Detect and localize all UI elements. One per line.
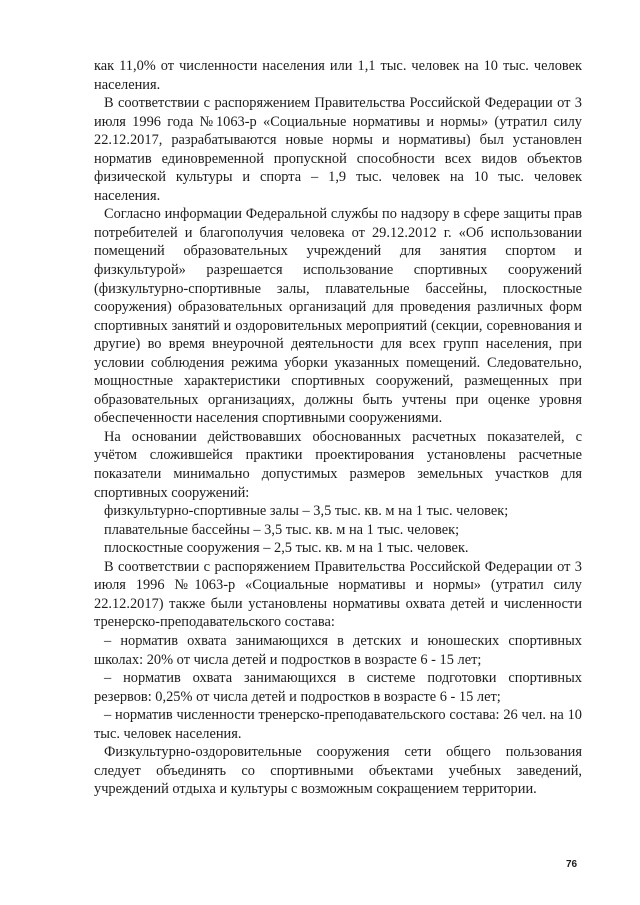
paragraph-continuation: как 11,0% от численности населения или 1,1 тыс. человек на 10 тыс. человек населения. [94, 58, 582, 93]
paragraph-land-indicators: На основании действовавших обоснованных расчетных показателей, с учётом сложившейся практики проектирования установлены расчетные показатели минимально допустимых размеров земельных участков для спортивных сооружений: [94, 428, 582, 501]
list-item-sport-reserves: – норматив охвата занимающихся в системе подготовки спортивных резервов: 0,25% от числа детей и подростков в возрасте 6 - 15 лет; [94, 670, 582, 705]
list-item-flat-facilities: плоскостные сооружения – 2,5 тыс. кв. м на 1 тыс. человек. [104, 540, 469, 557]
paragraph-capacity-norm: В соответствии с распоряжением Правительства Российской Федерации от 3 июля 1996 года №1063-р «Социальные нормативы и нормы» (утратил силу 22.12.2017, разрабатываются новые нормы и нормативы) был установлен норматив единовременной пропускной способности всех видов объектов физической культуры и спорта – 1,9 тыс. человек на 10 тыс. человек населения. [94, 95, 582, 204]
list-item-coaching-staff: – норматив численности тренерско-преподавательского состава: 26 чел. на 10 тыс. человек населения. [94, 707, 582, 742]
paragraph-coverage-norms: В соответствии с распоряжением Правительства Российской Федерации от 3 июля 1996 №1063-р «Социальные нормативы и нормы» (утратил силу 22.12.2017) также были установлены нормативы охвата детей и численности тренерско-преподавательского состава: [94, 558, 582, 631]
page-number: 76 [566, 859, 578, 870]
list-item-pools: плавательные бассейны – 3,5 тыс. кв. м на 1 тыс. человек; [104, 521, 460, 538]
body-text [94, 57, 582, 799]
paragraph-rospotrebnadzor: Согласно информации Федеральной службы по надзору в сфере защиты прав потребителей и благополучия человека от 29.12.2012 г. «Об использовании помещений образовательных учреждений для занятия спортом и физкультурой» разрешается использование спортивных сооружений (физкультурно-спортивные залы, плавательные бассейны, плоскостные сооружения) образовательных организаций для проведения различных форм спортивных занятий и оздоровительных мероприятий (секции, соревнования и другие) во время внеурочной деятельности для всех групп населения, при условии соблюдения режима уборки указанных помещений. Следовательно, мощностные характеристики спортивных сооружений, размещенных при образовательных организациях, должны быть учтены при оценке уровня обеспеченности населения спортивными сооружениями. [94, 206, 582, 427]
list-item-halls: физкультурно-спортивные залы – 3,5 тыс. кв. м на 1 тыс. человек; [104, 503, 509, 520]
list-item-sport-schools: – норматив охвата занимающихся в детских и юношеских спортивных школах: 20% от числа детей и подростков в возрасте 6 - 15 лет; [94, 632, 582, 668]
paragraph-combined-facilities: Физкультурно-оздоровительные сооружения сети общего пользования следует объединять со спортивными объектами учебных заведений, учреждений отдыха и культуры с возможным сокращением территории. [94, 744, 582, 798]
